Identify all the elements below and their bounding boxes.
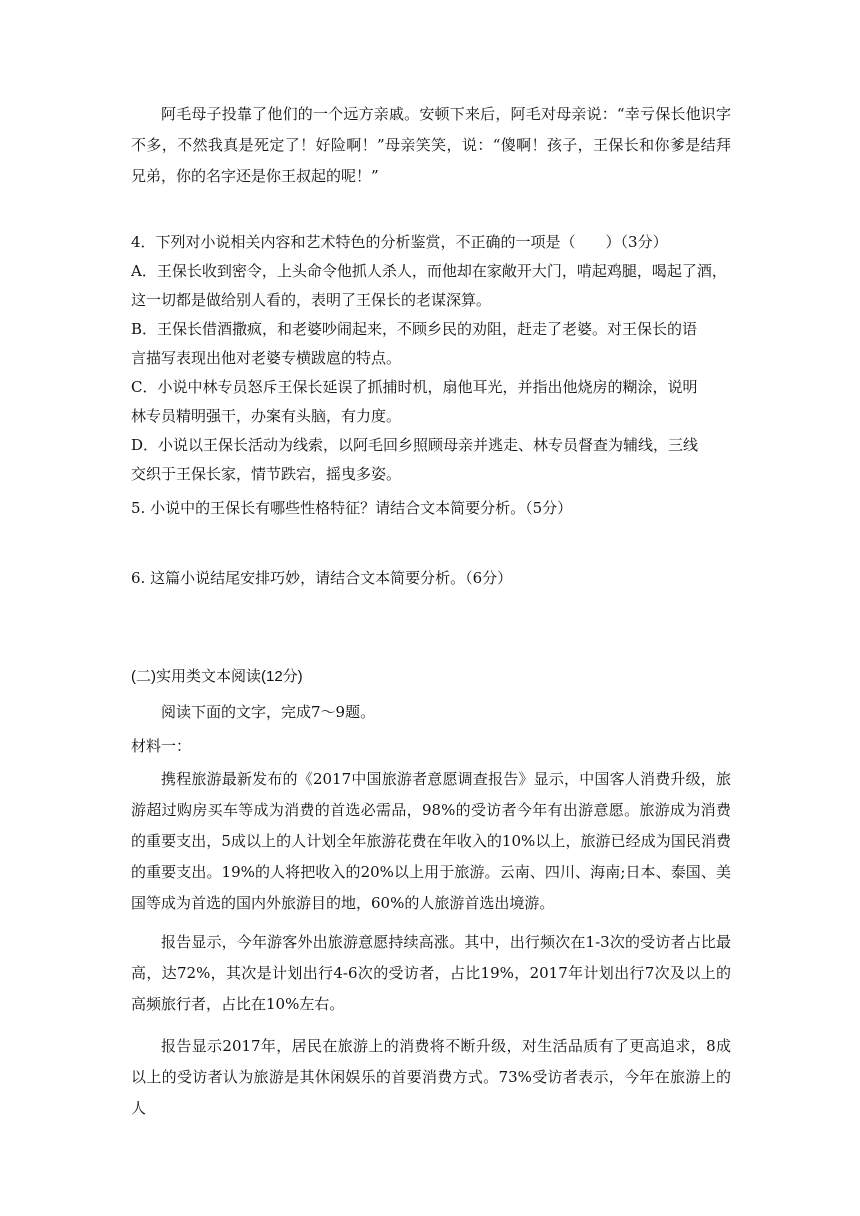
section-2-instruction: 阅读下面的文字，完成7～9题。 bbox=[161, 703, 376, 721]
story-ending-paragraph: 阿毛母子投靠了他们的一个远方亲戚。安顿下来后，阿毛对母亲说：“幸亏保长他识字不多，不然我真是死定了！好险啊！”母亲笑笑，说：“傻啊！孩子，王保长和你爹是结拜兄弟，你的名字还是你王叔起的呢！” bbox=[131, 105, 731, 185]
question-4-stem: 4．下列对小说相关内容和艺术特色的分析鉴赏，不正确的一项是（ ）（3分） bbox=[131, 233, 668, 251]
option-c-line2: 林专员精明强干，办案有头脑，有力度。 bbox=[131, 407, 402, 425]
option-c-line1: C．小说中林专员怒斥王保长延误了抓捕时机，扇他耳光，并指出他烧房的糊涂，说明 bbox=[131, 378, 698, 396]
option-d-line2: 交织于王保长家，情节跌宕，摇曳多姿。 bbox=[131, 465, 402, 483]
material-1-paragraph-2: 报告显示，今年游客外出旅游意愿持续高涨。其中，出行频次在1-3次的受访者占比最高，达72%，其次是计划出行4-6次的受访者，占比19%，2017年计划出行7次及以上的高频旅行者，占比在10%左右。 bbox=[131, 933, 731, 1013]
option-d-line1: D．小说以王保长活动为线索，以阿毛回乡照顾母亲并逃走、林专员督查为辅线，三线 bbox=[131, 436, 699, 454]
material-1-paragraph-3: 报告显示2017年，居民在旅游上的消费将不断升级，对生活品质有了更高追求，8成以上的受访者认为旅游是其休闲娱乐的首要消费方式。73%受访者表示，今年在旅游上的人 bbox=[131, 1037, 731, 1117]
option-b-line2: 言描写表现出他对老婆专横跋扈的特点。 bbox=[131, 349, 402, 367]
option-a-line1: A．王保长收到密令，上头命令他抓人杀人，而他却在家敞开大门，啃起鸡腿，喝起了酒， bbox=[131, 262, 727, 280]
material-1-paragraph-1: 携程旅游最新发布的《2017中国旅游者意愿调查报告》显示，中国客人消费升级，旅游超过购房买车等成为消费的首选必需品，98%的受访者今年有出游意愿。旅游成为消费的重要支出，5成以上的人计划全年旅游花费在年收入的10%以上，旅游已经成为国民消费的重要支出。19%的人将把收入的20%以上用于旅游。云南、四川、海南;日本、泰国、美国等成为首选的国内外旅游目的地，60%的人旅游首选出境游。 bbox=[131, 770, 732, 912]
option-a-line2: 这一切都是做给别人看的，表明了王保长的老谋深算。 bbox=[131, 291, 492, 309]
material-1-label: 材料一： bbox=[131, 737, 192, 755]
question-5: 5. 小说中的王保长有哪些性格特征？请结合文本简要分析。（5分） bbox=[131, 499, 573, 517]
option-b-line1: B．王保长借酒撒疯，和老婆吵闹起来，不顾乡民的劝阻，赶走了老婆。对王保长的语 bbox=[131, 320, 698, 338]
question-6: 6. 这篇小说结尾安排巧妙，请结合文本简要分析。（6分） bbox=[131, 569, 513, 587]
question-4 bbox=[131, 228, 731, 489]
section-2-heading: (二)实用类文本阅读(12分) bbox=[131, 668, 303, 685]
